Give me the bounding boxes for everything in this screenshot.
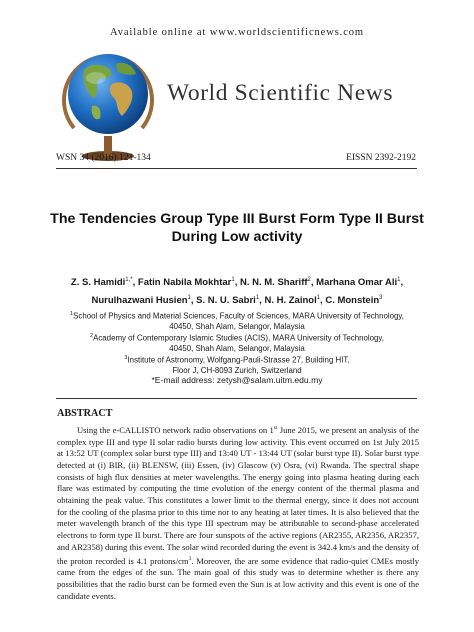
email-address: *E-mail address: zetysh@salam.uitm.edu.my <box>151 375 323 385</box>
author-name: N. N. M. Shariff <box>239 277 308 289</box>
affiliation-line: Academy of Contemporary Islamic Studies (ACIS), MARA University of Technology, <box>93 333 384 343</box>
abstract-text <box>57 423 419 602</box>
author-separator: , <box>234 277 240 289</box>
author-separator: , <box>310 277 317 289</box>
author-name: Z. S. Hamidi <box>70 277 126 289</box>
affiliation-line: School of Physics and Material Sciences, Faculty of Sciences, MARA University of Technology, <box>73 311 404 321</box>
author-affiliation-marker: 2 <box>307 277 311 283</box>
affiliation-marker: 3 <box>124 355 128 361</box>
author-affiliation-marker: 1,* <box>125 277 133 283</box>
affiliation-2 <box>60 331 414 354</box>
globe-logo <box>54 40 162 164</box>
abstract-sup: 3 <box>188 555 192 562</box>
journal-title: World Scientific News <box>167 80 394 106</box>
author-affiliation-marker: 1 <box>397 277 401 283</box>
author-affiliation-marker: 1 <box>187 294 191 301</box>
issn: EISSN 2392-2192 <box>346 153 416 163</box>
author-affiliation-marker: 3 <box>379 294 383 301</box>
abstract-part: Using the e-CALLISTO network radio observations on 1 <box>77 424 274 435</box>
abstract-part: . Moreover, the are some evidence that radio-quiet CMEs mostly came from the edges of the sun. The main goal of this study was to determine whether is there any possibilities that the radio burst can be formed even the Sun is at low activity and this event is one of the candidate events. <box>57 555 419 601</box>
abstract-part: June 2015, we present an analysis of the complex type III and type II solar radio bursts during low activity. This event occurred on 1st July 2015 at 13:52 UT (complex solar burst type III) and 13:40 UT - 13:44 UT (solar burst type II). Solar burst type detected at (i) BIR, (ii) BLENSW, (iii) Essen, (iv) Glascow (v) Osra, (vi) Rwanda. The spectral shape consists of high flux densities at meter wavelengths. The energy going into plasma heating during each flare was estimated by computing the time evolution of the energy content of the thermal plasma and obtaining the peak value. This constitutes a lower limit to the thermal energy, since it does not account for the cooling of the plasma prior to this time nor to any heating at later times. It is also believed that the meter wavelength branch of the this type III spectrum may be attributable to second-phase accelerated electrons to form type II burst. There are four sunspots of the active regions (AR2355, AR2356, AR2357, and AR2358) during this event. The solar wind recorded during the event is 342.4 km/s and the density of the proton recorded is 4.1 protons/cm <box>57 424 419 566</box>
author-affiliation-marker: 1 <box>316 294 321 301</box>
author-name: N. H. Zainol <box>264 294 317 306</box>
author-separator: , <box>320 294 326 306</box>
affiliation-line: 40450, Shah Alam, Selangor, Malaysia <box>169 343 305 353</box>
author-list <box>52 273 422 308</box>
author-separator: , <box>190 294 197 306</box>
author-separator: , <box>132 277 138 289</box>
author-separator: , <box>400 277 404 289</box>
author-name: Nurulhazwani Husien <box>91 294 188 306</box>
author-name: Fatin Nabila Mokhtar <box>137 277 232 289</box>
author-name: S. N. U. Sabri <box>196 294 256 306</box>
abstract-heading: ABSTRACT <box>57 408 113 419</box>
affiliation-line: 40450, Shah Alam, Selangor, Malaysia <box>169 321 305 331</box>
availability-line: Available online at www.worldscientificnews.com <box>110 27 364 38</box>
abstract-divider <box>56 398 417 399</box>
affiliation-line: Floor J, CH-8093 Zurich, Switzerland <box>172 365 302 375</box>
author-separator: , <box>259 294 265 306</box>
affiliation-line: Institute of Astronomy, Wolfgang-Pauli-Strasse 27, Building HIT, <box>127 355 350 365</box>
volume-info: WSN 34 (2016) 121-134 <box>56 153 151 163</box>
affiliation-marker: 1 <box>70 311 74 317</box>
affiliation-marker: 2 <box>90 333 94 339</box>
abstract-sup: st <box>273 425 278 431</box>
article-title: The Tendencies Group Type III Burst Form Type II Burst During Low activity <box>50 211 424 245</box>
author-affiliation-marker: 1 <box>231 277 235 283</box>
header-divider <box>56 168 417 169</box>
affiliation-3 <box>60 353 414 376</box>
author-affiliation-marker: 1 <box>255 294 260 301</box>
author-name: Marhana Omar Ali <box>316 277 398 289</box>
affiliation-1 <box>60 309 414 332</box>
author-name: C. Monstein <box>325 294 380 306</box>
